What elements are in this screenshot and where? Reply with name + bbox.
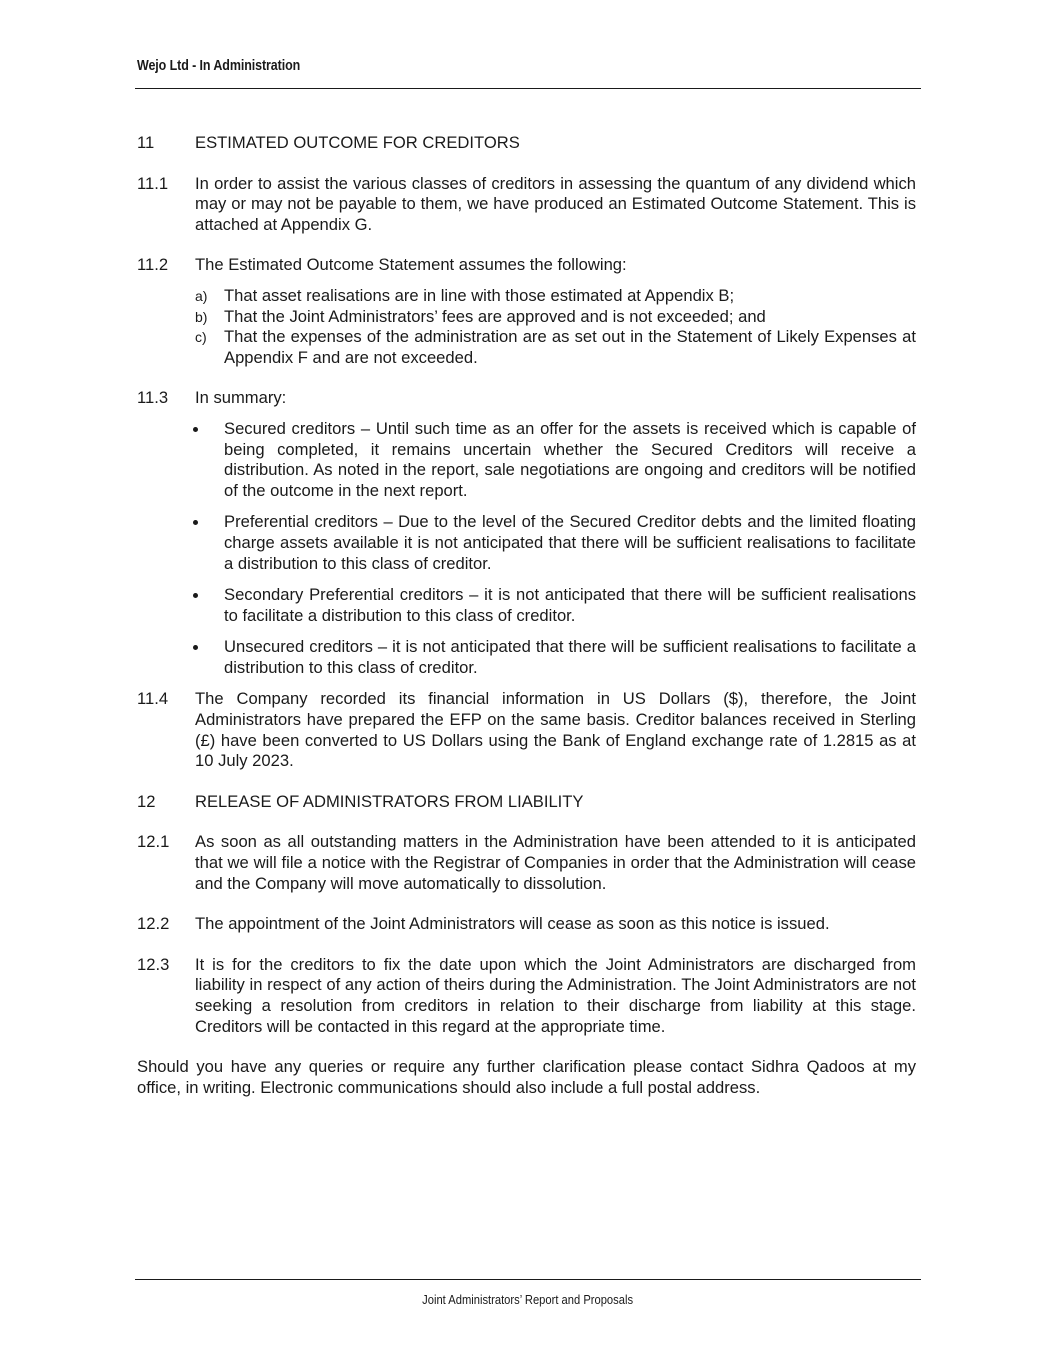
section-title: ESTIMATED OUTCOME FOR CREDITORS bbox=[195, 133, 520, 152]
paragraph-11-4 bbox=[137, 689, 916, 771]
paragraph-11-2 bbox=[137, 255, 916, 276]
list-item-text: That asset realisations are in line with those estimated at Appendix B; bbox=[224, 285, 735, 305]
paragraph-number: 11.2 bbox=[137, 255, 169, 275]
paragraph-text: The Company recorded its financial information in US Dollars ($), therefore, the Joint Administrators have prepared the EFP on the same basis. Creditor balances received in Sterling (£) have been converted to US Dollars using the Bank of England exchange rate of 1.2815 as at 10 July 2023. bbox=[195, 689, 916, 771]
bullet-item bbox=[195, 419, 916, 501]
bullet-icon bbox=[195, 637, 224, 678]
paragraph-number: 11.4 bbox=[137, 689, 169, 709]
bullet-text: Secondary Preferential creditors – it is not anticipated that there will be sufficient realisations to facilitate a distribution to this class of creditor. bbox=[224, 585, 916, 625]
bullet-item bbox=[195, 637, 916, 678]
list-item bbox=[195, 327, 916, 368]
list-marker: c) bbox=[195, 329, 207, 346]
summary-bullet-list bbox=[195, 419, 916, 679]
paragraph-number: 12.3 bbox=[137, 954, 170, 974]
assumptions-list bbox=[195, 286, 916, 368]
bullet-icon bbox=[195, 512, 224, 574]
bullet-text: Secured creditors – Until such time as an offer for the assets is received which is capable of being completed, it remains uncertain whether the Secured Creditors will receive a distribution. As noted in the report, sale negotiations are ongoing and creditors will be notified of the outcome in the next report. bbox=[224, 418, 916, 500]
section-11-heading bbox=[137, 133, 916, 154]
paragraph-text: The Estimated Outcome Statement assumes the following: bbox=[195, 255, 627, 275]
bullet-icon bbox=[195, 419, 224, 501]
footer-text: Joint Administrators’ Report and Proposals bbox=[422, 1292, 633, 1307]
section-number: 12 bbox=[137, 791, 156, 811]
list-item-text: That the expenses of the administration are as set out in the Statement of Likely Expenses at Appendix F and are not exceeded. bbox=[224, 327, 916, 367]
paragraph-text: It is for the creditors to fix the date upon which the Joint Administrators are discharged from liability in respect of any action of theirs during the Administration. The Joint Administrators are not seeking a resolution from creditors in relation to their discharge from liability at this stage. Creditors will be contacted in this regard at the appropriate time. bbox=[195, 954, 916, 1036]
paragraph-text: The appointment of the Joint Administrators will cease as soon as this notice is issued. bbox=[195, 914, 830, 934]
section-12-heading bbox=[137, 792, 916, 813]
section-title: RELEASE OF ADMINISTRATORS FROM LIABILITY bbox=[195, 791, 584, 811]
bullet-text: Preferential creditors – Due to the level of the Secured Creditor debts and the limited floating charge assets available it is not anticipated that there will be sufficient realisations to facilitate a distribution to this class of creditor. bbox=[224, 512, 916, 573]
paragraph-number: 11.3 bbox=[137, 388, 169, 408]
list-marker: b) bbox=[195, 308, 208, 325]
footer-divider bbox=[135, 1279, 921, 1280]
paragraph-number: 12.2 bbox=[137, 914, 170, 934]
paragraph-12-3 bbox=[137, 955, 916, 1037]
bullet-text: Unsecured creditors – it is not anticipated that there will be sufficient realisations to facilitate a distribution to this class of creditor. bbox=[224, 637, 916, 677]
paragraph-text: As soon as all outstanding matters in the Administration have been attended to it is anticipated that we will file a notice with the Registrar of Companies in order that the Administration will cease and the Company will move automatically to dissolution. bbox=[195, 832, 916, 893]
paragraph-text: In summary: bbox=[195, 388, 287, 408]
closing-paragraph: Should you have any queries or require any further clarification please contact Sidhra Qadoos at my office, in writing. Electronic communications should also include a full postal address. bbox=[137, 1057, 916, 1097]
section-number: 11 bbox=[137, 133, 155, 152]
paragraph-11-3 bbox=[137, 388, 916, 409]
list-item bbox=[195, 307, 916, 328]
paragraph-number: 12.1 bbox=[137, 832, 170, 852]
paragraph-text: In order to assist the various classes of creditors in assessing the quantum of any dividend which may or may not be payable to them, we have produced an Estimated Outcome Statement. This is attached at Appendix G. bbox=[195, 173, 916, 234]
bullet-icon bbox=[195, 585, 224, 626]
list-marker: a) bbox=[195, 287, 208, 304]
header-divider bbox=[135, 88, 921, 89]
page-footer bbox=[0, 1292, 1055, 1307]
paragraph-number: 11.1 bbox=[137, 173, 169, 193]
bullet-item bbox=[195, 512, 916, 574]
list-item bbox=[195, 286, 916, 307]
paragraph-11-1 bbox=[137, 174, 916, 236]
paragraph-12-2 bbox=[137, 914, 916, 935]
document-header-title: Wejo Ltd - In Administration bbox=[137, 58, 301, 74]
bullet-item bbox=[195, 585, 916, 626]
paragraph-12-1 bbox=[137, 832, 916, 894]
list-item-text: That the Joint Administrators’ fees are approved and is not exceeded; and bbox=[224, 306, 766, 326]
document-body bbox=[137, 133, 916, 1098]
